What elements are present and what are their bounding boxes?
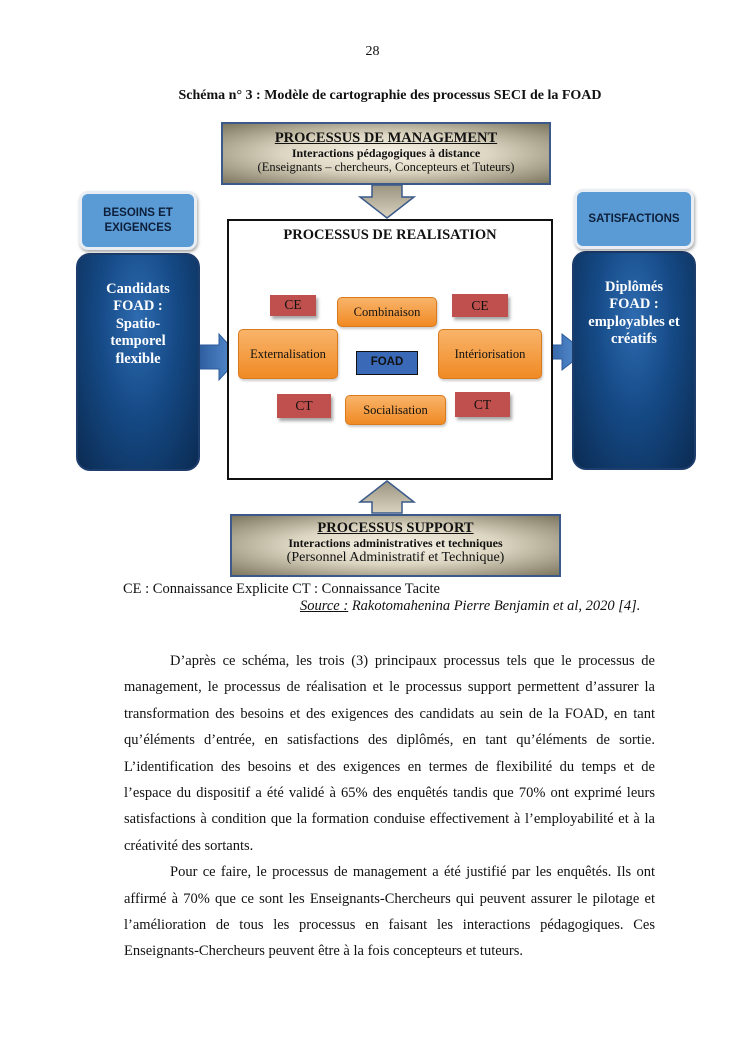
ct-tag-left: CT [277, 394, 331, 418]
source-text: Rakotomahenina Pierre Benjamin et al, 2020 [4]. [348, 598, 641, 614]
support-banner [230, 514, 561, 577]
up-arrow-support [360, 481, 414, 513]
candidates-line: Candidats [106, 281, 170, 297]
ce-tag-left: CE [270, 295, 316, 316]
satisfactions-badge: SATISFACTIONS [574, 189, 694, 249]
realisation-title: PROCESSUS DE REALISATION [283, 227, 497, 243]
externalisation-box: Externalisation [238, 329, 338, 379]
candidates-line: FOAD : [113, 298, 163, 315]
candidates-line: flexible [115, 350, 161, 367]
needs-badge [79, 191, 197, 250]
support-title: PROCESSUS SUPPORT [317, 520, 474, 536]
management-subtitle: Interactions pédagogiques à distance [291, 145, 481, 160]
management-banner [221, 122, 551, 185]
body-paragraph: D’après ce schéma, les trois (3) principaux processus tels que le processus de management, le processus de réalisation et le processus support permettent d’assurer la transformation des besoins et des exigences des candidats au sein de la FOAD, en tant qu’éléments d’entrée, en satisfactions des diplômés, en tant qu’éléments de sortie. L’identification des besoins et des exigences en termes de flexibilité du temps et de l’espace du dispositif a été validé à 65% des enquêtés tandis que 70% ont exprimé leurs satisfactions à condition que la formation conduise effectivement à l’employabilité et à la créativité des sortants. [124, 653, 655, 854]
schema-title: Schéma n° 3 : Modèle de cartographie des processus SECI de la FOAD [178, 88, 602, 103]
graduates-line: employables et [588, 313, 680, 330]
interiorisation-box: Intériorisation [438, 329, 542, 379]
candidates-line: Spatio- [115, 315, 161, 332]
management-detail: (Enseignants – chercheurs, Concepteurs et Tuteurs) [257, 160, 515, 175]
source-label: Source : [300, 598, 349, 614]
foad-center: FOAD [356, 351, 418, 375]
support-subtitle: Interactions administratives et techniques [288, 535, 503, 550]
candidates-panel [76, 253, 200, 471]
candidates-line: temporel [110, 333, 166, 350]
needs-badge-line: BESOINS ET [103, 207, 173, 220]
graduates-line: Diplômés [605, 279, 663, 295]
graduates-panel [572, 251, 696, 470]
ct-tag-right: CT [455, 392, 510, 417]
ce-tag-right: CE [452, 294, 508, 317]
socialisation-box: Socialisation [345, 395, 446, 425]
down-arrow-management [360, 185, 414, 218]
needs-badge-line: EXIGENCES [104, 221, 172, 234]
support-detail: (Personnel Administratif et Technique) [286, 550, 505, 566]
body-paragraph: Pour ce faire, le processus de management a été justifié par les enquêtés. Ils ont affirmé à 70% que ce sont les Enseignants-Chercheurs qui peuvent assurer le pilotage et l’amélioration de tous les processus en faisant les interactions pédagogiques. Ces Enseignants-Chercheurs peuvent être à la fois concepteurs et tuteurs. [124, 864, 655, 960]
body-text [124, 648, 655, 965]
graduates-line: FOAD : [609, 296, 659, 313]
diagram-source [300, 598, 640, 615]
page-number: 28 [365, 44, 380, 59]
management-title: PROCESSUS DE MANAGEMENT [274, 130, 498, 146]
diagram-legend: CE : Connaissance Explicite CT : Connaissance Tacite [123, 581, 440, 597]
combinaison-box: Combinaison [337, 297, 437, 327]
graduates-line: créatifs [611, 331, 657, 348]
